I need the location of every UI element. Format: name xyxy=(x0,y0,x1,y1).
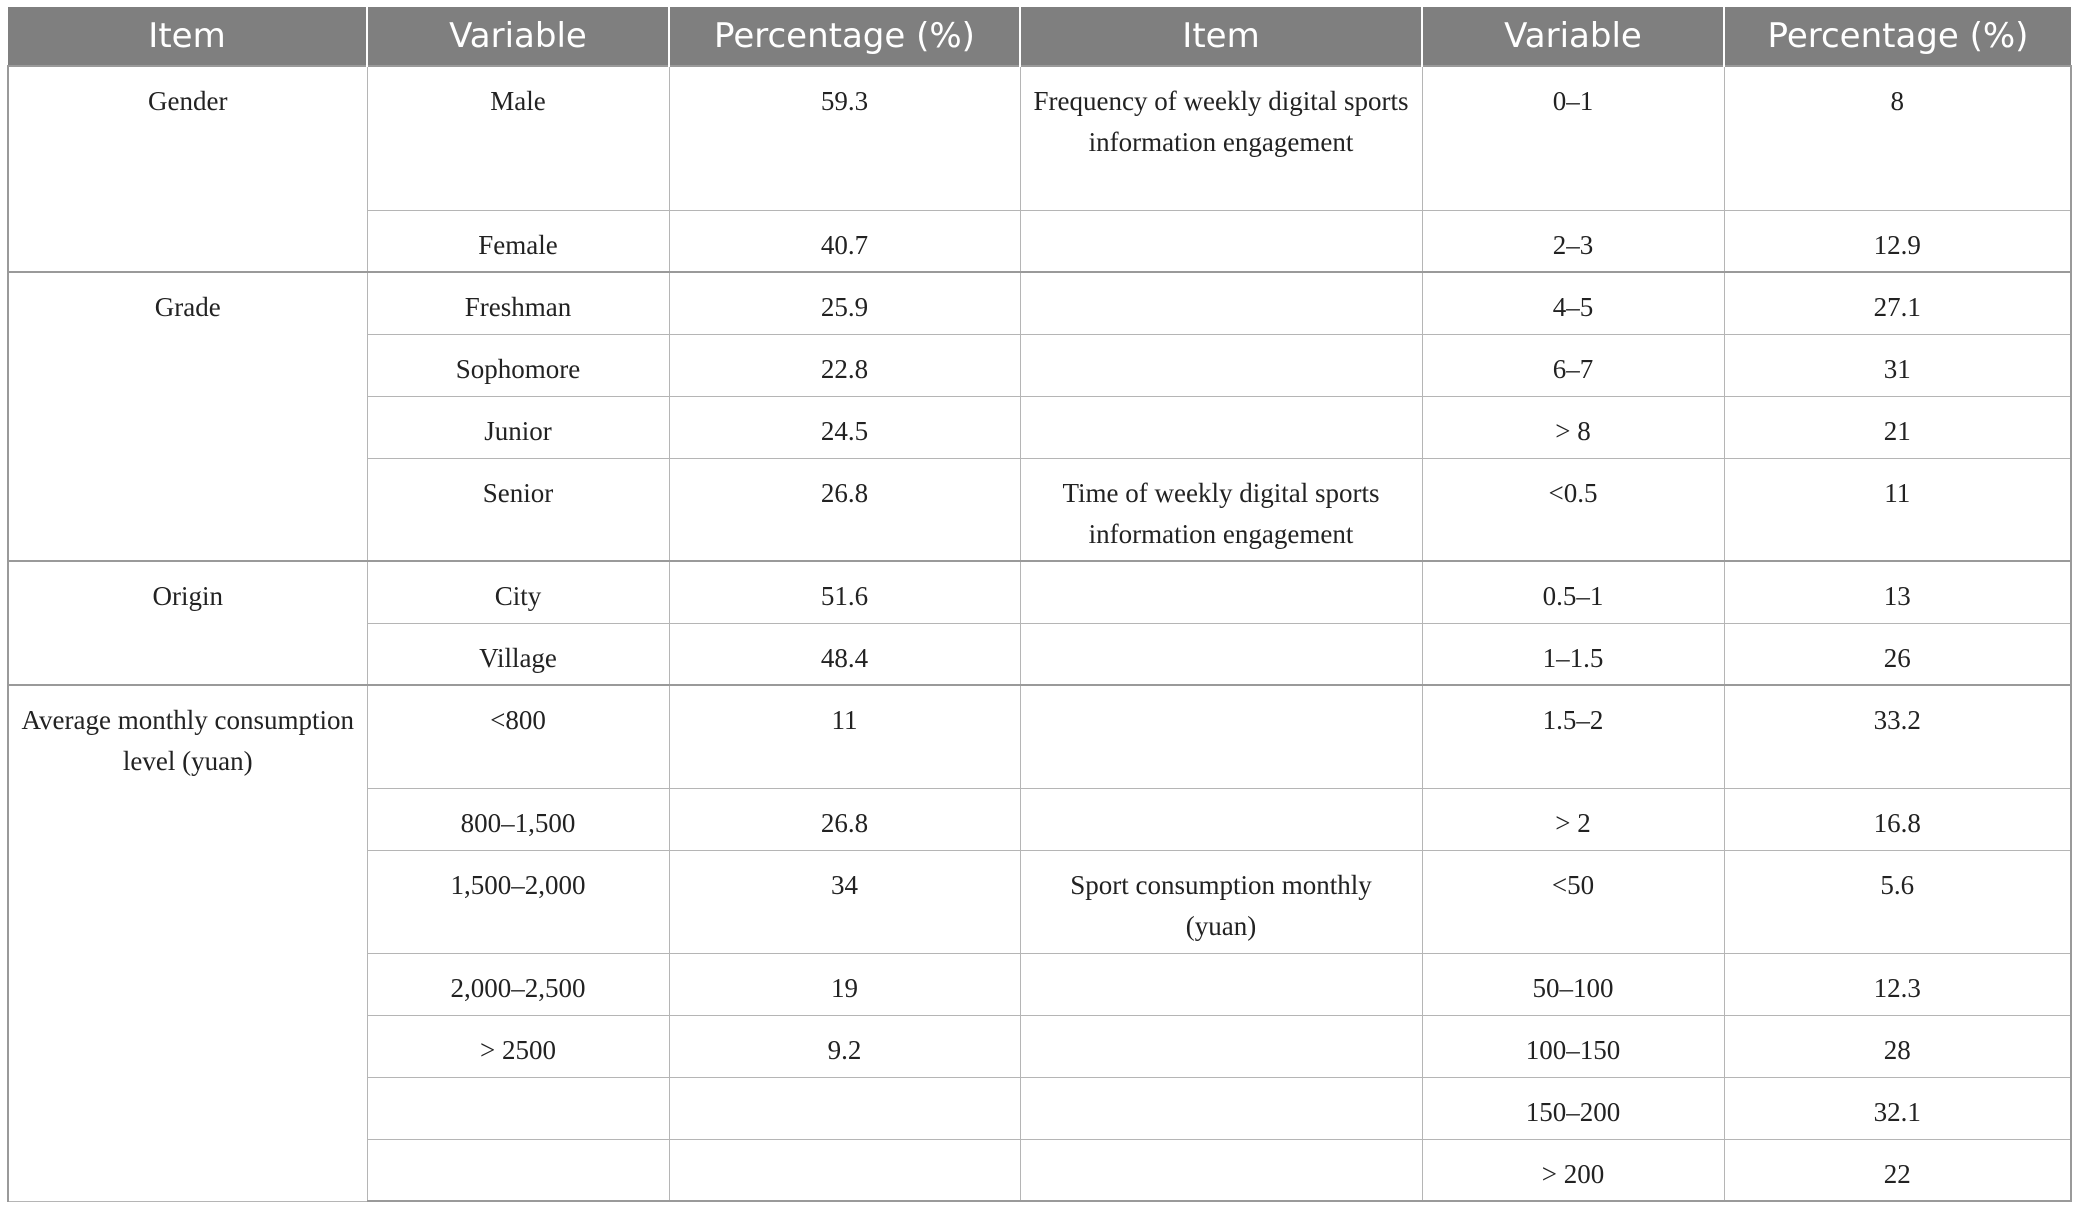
header-row xyxy=(8,7,2071,66)
variable-cell: 150–200 xyxy=(1422,1077,1724,1139)
header-item-right: Item xyxy=(1020,7,1422,66)
variable-cell: <0.5 xyxy=(1422,458,1724,561)
percentage-cell: 5.6 xyxy=(1724,850,2071,953)
percentage-cell: 48.4 xyxy=(669,623,1020,685)
item-cell xyxy=(1020,1015,1422,1077)
item-cell xyxy=(1020,272,1422,334)
header-variable-left: Variable xyxy=(367,7,669,66)
item-cell-consumption-level: Average monthly consumption level (yuan) xyxy=(8,685,367,1201)
percentage-cell: 11 xyxy=(669,685,1020,788)
percentage-cell: 51.6 xyxy=(669,561,1020,623)
variable-cell: Female xyxy=(367,210,669,272)
table-row xyxy=(8,272,2071,334)
percentage-cell: 26.8 xyxy=(669,458,1020,561)
variable-cell: > 8 xyxy=(1422,396,1724,458)
percentage-cell: 22.8 xyxy=(669,334,1020,396)
demographics-table xyxy=(7,7,2072,1202)
variable-cell: Junior xyxy=(367,396,669,458)
item-cell xyxy=(1020,210,1422,272)
percentage-cell: 24.5 xyxy=(669,396,1020,458)
percentage-cell: 59.3 xyxy=(669,66,1020,210)
percentage-cell: 11 xyxy=(1724,458,2071,561)
header-variable-right: Variable xyxy=(1422,7,1724,66)
table-row xyxy=(8,66,2071,210)
variable-cell: 2–3 xyxy=(1422,210,1724,272)
item-cell xyxy=(1020,1077,1422,1139)
variable-cell: 100–150 xyxy=(1422,1015,1724,1077)
header-percentage-left: Percentage (%) xyxy=(669,7,1020,66)
variable-cell: 50–100 xyxy=(1422,953,1724,1015)
variable-cell: Sophomore xyxy=(367,334,669,396)
variable-cell: <50 xyxy=(1422,850,1724,953)
percentage-cell: 9.2 xyxy=(669,1015,1020,1077)
variable-cell: 4–5 xyxy=(1422,272,1724,334)
percentage-cell: 8 xyxy=(1724,66,2071,210)
variable-cell: <800 xyxy=(367,685,669,788)
variable-cell: Male xyxy=(367,66,669,210)
percentage-cell: 19 xyxy=(669,953,1020,1015)
item-cell xyxy=(1020,561,1422,623)
percentage-cell xyxy=(669,1139,1020,1201)
item-cell-origin: Origin xyxy=(8,561,367,685)
percentage-cell: 28 xyxy=(1724,1015,2071,1077)
variable-cell: 0.5–1 xyxy=(1422,561,1724,623)
percentage-cell xyxy=(669,1077,1020,1139)
item-cell-frequency: Frequency of weekly digital sports information engagement xyxy=(1020,66,1422,210)
variable-cell: Senior xyxy=(367,458,669,561)
variable-cell: > 2 xyxy=(1422,788,1724,850)
percentage-cell: 33.2 xyxy=(1724,685,2071,788)
percentage-cell: 21 xyxy=(1724,396,2071,458)
item-cell xyxy=(1020,685,1422,788)
table-row xyxy=(8,685,2071,788)
item-cell-grade: Grade xyxy=(8,272,367,561)
item-cell xyxy=(1020,623,1422,685)
table-row xyxy=(8,561,2071,623)
percentage-cell: 26.8 xyxy=(669,788,1020,850)
variable-cell: 6–7 xyxy=(1422,334,1724,396)
item-cell xyxy=(1020,396,1422,458)
variable-cell: 2,000–2,500 xyxy=(367,953,669,1015)
variable-cell: > 2500 xyxy=(367,1015,669,1077)
variable-cell: > 200 xyxy=(1422,1139,1724,1201)
item-cell xyxy=(1020,1139,1422,1201)
item-cell-gender: Gender xyxy=(8,66,367,272)
percentage-cell: 40.7 xyxy=(669,210,1020,272)
variable-cell: Village xyxy=(367,623,669,685)
variable-cell: 1.5–2 xyxy=(1422,685,1724,788)
header-item-left: Item xyxy=(8,7,367,66)
percentage-cell: 16.8 xyxy=(1724,788,2071,850)
percentage-cell: 22 xyxy=(1724,1139,2071,1201)
item-cell-time: Time of weekly digital sports information engagement xyxy=(1020,458,1422,561)
percentage-cell: 12.3 xyxy=(1724,953,2071,1015)
variable-cell xyxy=(367,1077,669,1139)
variable-cell: 800–1,500 xyxy=(367,788,669,850)
variable-cell xyxy=(367,1139,669,1201)
variable-cell: 1,500–2,000 xyxy=(367,850,669,953)
item-cell xyxy=(1020,953,1422,1015)
item-cell-sport-consumption: Sport consumption monthly (yuan) xyxy=(1020,850,1422,953)
header-percentage-right: Percentage (%) xyxy=(1724,7,2071,66)
percentage-cell: 12.9 xyxy=(1724,210,2071,272)
variable-cell: City xyxy=(367,561,669,623)
percentage-cell: 34 xyxy=(669,850,1020,953)
percentage-cell: 31 xyxy=(1724,334,2071,396)
item-cell xyxy=(1020,788,1422,850)
item-cell xyxy=(1020,334,1422,396)
percentage-cell: 32.1 xyxy=(1724,1077,2071,1139)
percentage-cell: 27.1 xyxy=(1724,272,2071,334)
variable-cell: Freshman xyxy=(367,272,669,334)
variable-cell: 1–1.5 xyxy=(1422,623,1724,685)
percentage-cell: 26 xyxy=(1724,623,2071,685)
percentage-cell: 25.9 xyxy=(669,272,1020,334)
variable-cell: 0–1 xyxy=(1422,66,1724,210)
percentage-cell: 13 xyxy=(1724,561,2071,623)
